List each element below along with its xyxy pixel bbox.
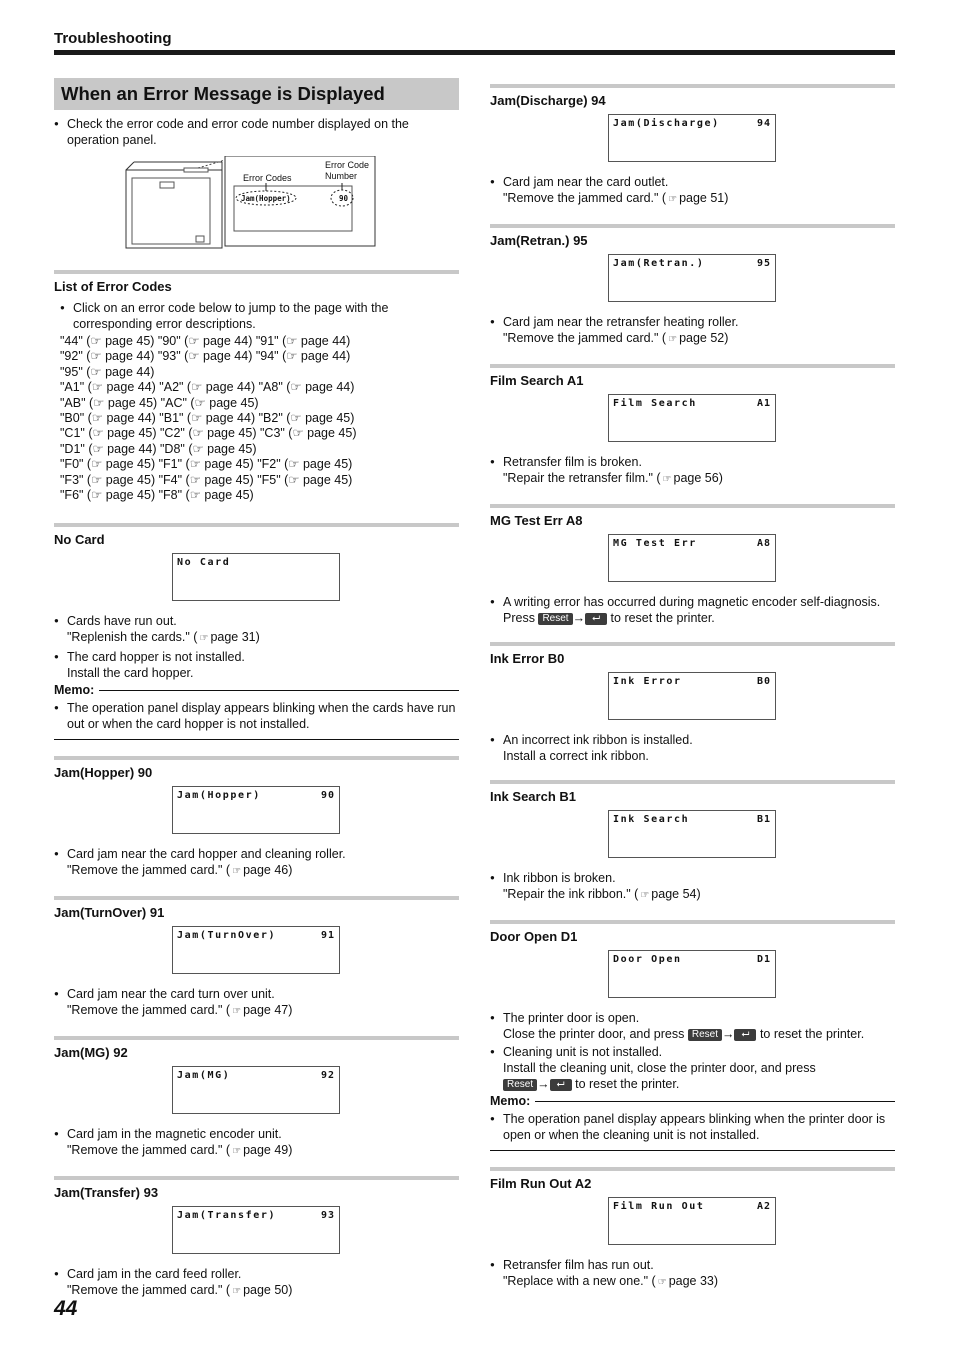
memo-rule	[99, 690, 459, 691]
lcd-display	[608, 394, 776, 442]
page-ref-icon: ☞	[668, 194, 678, 205]
bullet-line: ● Cleaning unit is not installed.	[503, 1045, 663, 1059]
page-ref-icon: ☞	[640, 890, 650, 901]
memo-box	[490, 1111, 895, 1151]
arrow-icon: →	[537, 1077, 550, 1091]
code-link-line[interactable]: "C1" (☞ page 45) "C2" (☞ page 45) "C3" (☞ page 45)	[60, 426, 357, 441]
bullet-line: Press Reset → ⮠ to reset the printer.	[503, 611, 715, 625]
section-title: Ink Search B1	[490, 789, 576, 804]
bullet-line: ● The printer door is open.	[503, 1011, 640, 1025]
printer-diagram	[54, 156, 459, 256]
bullet-line: ● Retransfer film is broken.	[503, 455, 642, 469]
bullet-line: "Repair the retransfer film." ( ☞ page 56)	[503, 471, 723, 485]
enter-key-icon: ⮠	[585, 613, 607, 625]
page-ref-icon: ☞	[232, 1006, 242, 1018]
lcd-display	[172, 786, 340, 834]
bullet-line: ● Card jam near the retransfer heating roller.	[503, 315, 739, 329]
error-section-mg-test	[490, 504, 895, 626]
error-section-jam-retran	[490, 224, 895, 348]
lcd-display	[608, 534, 776, 582]
memo-heading: Memo:	[54, 683, 459, 697]
page-ref-icon: ☞	[232, 1146, 242, 1158]
bullet-line: "Remove the jammed card." ( ☞ page 50)	[67, 1283, 293, 1298]
lcd-message: Film Run Out	[613, 1201, 705, 1212]
lcd-display	[608, 950, 776, 998]
bullet	[490, 174, 895, 208]
bullet-line: ● Card jam near the card hopper and cleaning roller.	[67, 847, 346, 862]
lcd-code: 93	[320, 1210, 335, 1222]
bullet-line: Reset → ⮠ to reset the printer.	[503, 1076, 895, 1092]
lcd-message: Jam(Discharge)	[613, 118, 720, 129]
lcd-code: 90	[320, 790, 335, 802]
lcd-message: MG Test Err	[613, 538, 697, 549]
section-title: Jam(TurnOver) 91	[54, 905, 165, 921]
section-title: Jam(Retran.) 95	[490, 233, 588, 248]
error-section-jam-mg	[54, 1036, 459, 1160]
page-ref-icon: ☞	[662, 474, 672, 485]
code-link-line[interactable]: "B0" (☞ page 44) "B1" (☞ page 44) "B2" (☞ page 45)	[60, 411, 355, 426]
page-link[interactable]: page 46)	[243, 863, 293, 878]
section-title: Door Open D1	[490, 929, 578, 944]
bullet	[490, 1044, 895, 1092]
memo-text: ● The operation panel display appears blinking when the printer door is open or when the cleaning unit is not installed.	[490, 1111, 895, 1143]
diagram-lcd-text: Jam(Hopper)	[241, 194, 291, 203]
bullet-line: ● A writing error has occurred during magnetic encoder self-diagnosis.	[503, 595, 881, 609]
section-title: Film Search A1	[490, 373, 584, 388]
lcd-display	[172, 926, 340, 974]
lcd-code: 91	[320, 930, 335, 942]
lcd-display	[608, 672, 776, 720]
error-code-list-section	[54, 270, 459, 503]
section-title: Film Run Out A2	[490, 1176, 592, 1191]
section-header: Troubleshooting	[54, 30, 172, 47]
error-section-jam-transfer	[54, 1176, 459, 1300]
bullet-line: "Remove the jammed card." ( ☞ page 46)	[67, 863, 293, 878]
page-ref-icon: ☞	[657, 1277, 667, 1288]
code-link-line[interactable]: "F6" (☞ page 45) "F8" (☞ page 45)	[60, 488, 254, 503]
section-title: Jam(Discharge) 94	[490, 93, 606, 108]
lcd-code: 92	[320, 1070, 335, 1082]
page-link[interactable]: page 47)	[243, 1003, 293, 1018]
lcd-code: A2	[756, 1201, 771, 1212]
bullet-line: ● Ink ribbon is broken.	[503, 871, 616, 885]
page-link[interactable]: page 51)	[679, 191, 729, 205]
lcd-message: Ink Search	[613, 814, 690, 825]
bullet	[490, 1010, 895, 1042]
error-section-film-search	[490, 364, 895, 488]
memo-text: ● The operation panel display appears blinking when the cards have run out or when the card hopper is not installed.	[54, 700, 459, 732]
code-link-line[interactable]: "D1" (☞ page 44) "D8" (☞ page 45)	[60, 441, 257, 456]
bullet	[490, 454, 895, 488]
lcd-display	[608, 254, 776, 302]
bullet-line: ● The card hopper is not installed.	[67, 650, 245, 665]
page-ref-icon: ☞	[199, 633, 209, 645]
error-code-number-label-2: Number	[325, 171, 358, 181]
page-ref-icon: ☞	[232, 866, 242, 878]
lcd-code: B0	[756, 676, 771, 687]
lcd-message: No Card	[177, 557, 231, 569]
memo-rule	[535, 1101, 895, 1102]
page-number: 44	[54, 1297, 78, 1320]
arrow-icon: →	[572, 611, 586, 625]
page-ref-icon: ☞	[232, 1286, 242, 1298]
bullet	[54, 1266, 459, 1300]
error-section-door-open	[490, 920, 895, 1151]
page-title: When an Error Message is Displayed	[54, 78, 459, 110]
error-section-ink-search	[490, 780, 895, 904]
bullet-line: "Repair the ink ribbon." ( ☞ page 54)	[503, 887, 701, 901]
diagram-lcd-code: 90	[339, 194, 349, 203]
lcd-display	[608, 1197, 776, 1245]
bullet-line: Install a correct ink ribbon.	[503, 749, 649, 763]
lcd-message: Jam(Transfer)	[177, 1210, 277, 1222]
bullet	[490, 732, 895, 764]
bullet	[490, 1257, 895, 1291]
memo-heading: Memo:	[490, 1094, 895, 1108]
section-title: Jam(MG) 92	[54, 1045, 128, 1061]
bullet-line: "Remove the jammed card." ( ☞ page 47)	[67, 1003, 293, 1018]
lcd-display	[172, 553, 340, 601]
page-link[interactable]: page 33)	[668, 1274, 719, 1288]
error-code-number-label-1: Error Code	[325, 160, 370, 170]
code-link-line[interactable]: "A1" (☞ page 44) "A2" (☞ page 44) "A8" (☞ page 44)	[60, 380, 355, 395]
enter-key-icon: ⮠	[734, 1029, 756, 1041]
reset-key-icon: Reset	[503, 1079, 537, 1091]
bullet	[54, 613, 459, 647]
page-link[interactable]: page 54)	[651, 887, 701, 901]
intro-text: ● Check the error code and error code number displayed on the operation panel.	[54, 116, 459, 148]
bullet	[54, 846, 459, 880]
left-column	[54, 78, 459, 1302]
lcd-message: Film Search	[613, 398, 697, 409]
list-intro: ● Click on an error code below to jump to the page with the corresponding error descriptions.	[60, 300, 459, 332]
bullet	[54, 986, 459, 1020]
reset-key-icon: Reset	[538, 613, 572, 625]
bullet	[54, 1126, 459, 1160]
enter-key-icon: ⮠	[550, 1079, 572, 1091]
bullet	[490, 870, 895, 904]
error-section-film-run-out	[490, 1167, 895, 1291]
page-link[interactable]: page 49)	[243, 1143, 293, 1158]
lcd-message: Jam(MG)	[177, 1070, 231, 1082]
code-link-line[interactable]: "92" (☞ page 44) "93" (☞ page 44) "94" (☞ page 44)	[60, 349, 351, 364]
arrow-icon: →	[721, 1027, 735, 1041]
lcd-code: A8	[756, 538, 771, 549]
section-title: Jam(Hopper) 90	[54, 765, 153, 781]
error-section-jam-turnover	[54, 896, 459, 1020]
lcd-message: Door Open	[613, 954, 682, 965]
lcd-display	[608, 114, 776, 162]
lcd-code: B1	[756, 814, 771, 825]
right-column	[490, 84, 895, 1293]
lcd-message: Ink Error	[613, 676, 682, 687]
error-code-links	[54, 334, 459, 503]
bullet-line: "Remove the jammed card." ( ☞ page 51)	[503, 191, 729, 205]
bullet-line: ● Card jam in the card feed roller.	[67, 1267, 242, 1282]
bullet	[490, 594, 895, 626]
code-link-line[interactable]: "F0" (☞ page 45) "F1" (☞ page 45) "F2" (☞ page 45)	[60, 457, 353, 472]
bullet-line: ● Retransfer film has run out.	[503, 1258, 654, 1272]
lcd-code: 94	[756, 118, 771, 129]
section-title: Jam(Transfer) 93	[54, 1185, 159, 1201]
lcd-display	[172, 1066, 340, 1114]
code-link-line[interactable]: "AB" (☞ page 45) "AC" (☞ page 45)	[60, 395, 259, 410]
code-link-line[interactable]: "95" (☞ page 44)	[60, 364, 155, 379]
bullet-line: Install the cleaning unit, close the printer door, and press	[503, 1061, 816, 1075]
lcd-message: Jam(TurnOver)	[177, 930, 277, 942]
lcd-message: Jam(Retran.)	[613, 258, 705, 269]
page-link[interactable]: page 52)	[679, 331, 729, 345]
bullet-line: "Replace with a new one." ( ☞ page 33)	[503, 1274, 719, 1288]
page-link[interactable]: page 50)	[243, 1283, 293, 1298]
page-link[interactable]: page 31)	[210, 630, 260, 645]
section-title: No Card	[54, 532, 105, 548]
bullet-line: Close the printer door, and press Reset → ⮠ to reset the printer.	[503, 1027, 865, 1041]
no-card-section	[54, 523, 459, 740]
code-link-line[interactable]: "F3" (☞ page 45) "F4" (☞ page 45) "F5" (☞ page 45)	[60, 472, 353, 487]
list-title: List of Error Codes	[54, 279, 172, 294]
bullet-line: "Remove the jammed card." ( ☞ page 49)	[67, 1143, 293, 1158]
lcd-code: A1	[756, 398, 771, 409]
bullet	[490, 314, 895, 348]
error-section-jam-hopper	[54, 756, 459, 880]
bullet-line: ● Cards have run out.	[67, 614, 177, 629]
code-link-line[interactable]: "44" (☞ page 45) "90" (☞ page 44) "91" (☞ page 44)	[60, 334, 351, 348]
lcd-code: D1	[756, 954, 771, 965]
bullet-line: ● An incorrect ink ribbon is installed.	[503, 733, 693, 747]
error-section-ink-error	[490, 642, 895, 764]
lcd-display	[172, 1206, 340, 1254]
bullet-line: "Remove the jammed card." ( ☞ page 52)	[503, 331, 729, 345]
error-codes-label: Error Codes	[243, 173, 292, 183]
header-rule	[54, 50, 895, 55]
lcd-display	[608, 810, 776, 858]
page-ref-icon: ☞	[668, 334, 678, 345]
error-section-jam-discharge	[490, 84, 895, 208]
bullet	[54, 649, 459, 681]
bullet-line: ● Card jam in the magnetic encoder unit.	[67, 1127, 282, 1142]
bullet-line: ● Card jam near the card outlet.	[503, 175, 669, 189]
bullet-line: Install the card hopper.	[67, 666, 194, 681]
bullet-line: "Replenish the cards." ( ☞ page 31)	[67, 630, 260, 645]
lcd-code: 95	[756, 258, 771, 269]
bullet-line: ● Card jam near the card turn over unit.	[67, 987, 275, 1002]
reset-key-icon: Reset	[688, 1029, 722, 1041]
section-title: MG Test Err A8	[490, 513, 583, 528]
lcd-message: Jam(Hopper)	[177, 790, 261, 802]
memo-box	[54, 700, 459, 740]
section-title: Ink Error B0	[490, 651, 565, 666]
page-link[interactable]: page 56)	[673, 471, 723, 485]
